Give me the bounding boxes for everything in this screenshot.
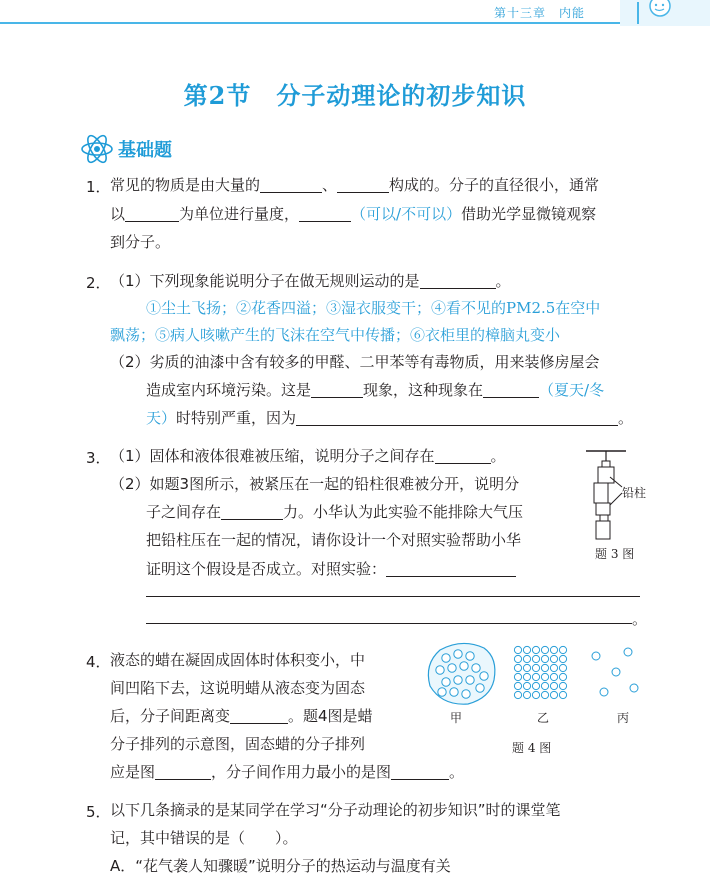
solid-molecule — [523, 664, 530, 671]
solid-molecule — [523, 655, 530, 662]
solid-molecule — [550, 664, 557, 671]
q3-part2-line1: （2）如题3图所示，被紧压在一起的铅柱很难被分开，说明分 — [110, 475, 520, 493]
header-rule — [0, 22, 620, 24]
q4-line4: 分子排列的示意图，固态蜡的分子排列 — [110, 735, 366, 753]
q2-blank-4[interactable] — [296, 410, 618, 426]
liquid-molecule — [472, 664, 480, 672]
q3-answer-line-1[interactable] — [146, 596, 640, 597]
q4-blank-3[interactable] — [391, 764, 449, 780]
solid-molecule — [550, 682, 557, 689]
solid-molecule — [559, 655, 566, 662]
liquid-molecule — [476, 684, 484, 692]
liquid-molecule — [454, 650, 462, 658]
solid-molecule — [550, 646, 557, 653]
chapter-header: 第十三章 内能 — [494, 6, 586, 20]
solid-molecule — [532, 691, 539, 698]
solid-molecule — [523, 682, 530, 689]
solid-molecule — [559, 673, 566, 680]
gas-molecule — [600, 688, 608, 696]
q5-line2: 记，其中错误的是（ ）。 — [110, 829, 298, 847]
q3-part1: （1）固体和液体很难被压缩，说明分子之间存在 。 — [110, 447, 506, 465]
q3-blank-2[interactable] — [221, 504, 283, 520]
solid-molecule — [514, 646, 521, 653]
solid-molecule — [541, 664, 548, 671]
solid-molecule — [559, 646, 566, 653]
q2-blank-3[interactable] — [483, 382, 539, 398]
liquid-molecule — [454, 676, 462, 684]
q3-blank-3[interactable] — [386, 561, 516, 577]
header-mascot-icon — [620, 0, 710, 26]
solid-molecule — [514, 682, 521, 689]
gas-molecule — [630, 684, 638, 692]
solid-molecule — [550, 673, 557, 680]
q4-line3: 后，分子间距离变 。题4图是蜡 — [110, 707, 373, 725]
q1-blank-2[interactable] — [337, 177, 389, 193]
solid-molecule — [523, 646, 530, 653]
q4-blank-1[interactable] — [230, 708, 288, 724]
solid-molecule — [541, 682, 548, 689]
atom-icon — [80, 134, 114, 164]
solid-molecule — [532, 664, 539, 671]
q1-blank-1[interactable] — [260, 177, 322, 193]
fig4-caption: 题 4 图 — [512, 741, 552, 755]
solid-molecule — [559, 691, 566, 698]
q1-line2: 以 为单位进行量度， （可以/不可以）借助光学显微镜观察 — [110, 205, 597, 223]
q4-number: 4． — [86, 653, 111, 671]
fig4-label-a: 甲 — [450, 711, 463, 725]
fig3-caption: 题 3 图 — [595, 547, 635, 561]
solid-molecule — [541, 673, 548, 680]
q2-blank-2[interactable] — [311, 382, 363, 398]
solid-molecule — [514, 664, 521, 671]
q2-part2-line3: 天）时特别严重，因为 。 — [146, 409, 634, 427]
solid-molecule — [550, 691, 557, 698]
q1-number: 1． — [86, 178, 111, 196]
lead-cylinder-label: 铅柱 — [622, 486, 647, 500]
liquid-molecule — [466, 676, 474, 684]
solid-molecule — [541, 655, 548, 662]
solid-molecule — [514, 691, 521, 698]
gas-molecule — [624, 648, 632, 656]
liquid-molecule — [442, 654, 450, 662]
solid-molecule — [514, 673, 521, 680]
q1-blank-4[interactable] — [299, 206, 351, 222]
q3-number: 3． — [86, 449, 111, 467]
q2-part2-line1: （2）劣质的油漆中含有较多的甲醛、二甲苯等有毒物质，用来装修房屋会 — [110, 353, 600, 371]
q1-blank-3[interactable] — [125, 206, 179, 222]
q4-blank-2[interactable] — [155, 764, 211, 780]
section-label: 基础题 — [118, 140, 172, 161]
liquid-molecule — [442, 678, 450, 686]
liquid-molecule — [436, 666, 444, 674]
solid-molecule — [559, 664, 566, 671]
liquid-molecule — [438, 688, 446, 696]
solid-molecule — [559, 682, 566, 689]
q5-line1: 以下几条摘录的是某同学在学习“分子动理论的初步知识”时的课堂笔 — [110, 801, 561, 819]
solid-molecule — [532, 646, 539, 653]
q2-blank-1[interactable] — [420, 273, 496, 289]
q4-line2: 间凹陷下去，这说明蜡从液态变为固态 — [110, 679, 366, 697]
solid-molecule — [532, 655, 539, 662]
fig4-label-b: 乙 — [537, 711, 550, 725]
solid-molecule — [523, 691, 530, 698]
solid-molecule — [532, 673, 539, 680]
q2-options-line1: ①尘土飞扬；②花香四溢；③湿衣服变干；④看不见的PM2.5在空中 — [146, 299, 601, 317]
liquid-molecule — [462, 690, 470, 698]
liquid-molecule — [466, 652, 474, 660]
fig4-label-c: 丙 — [617, 711, 630, 725]
liquid-molecule — [448, 664, 456, 672]
solid-molecule — [523, 673, 530, 680]
solid-molecule — [532, 682, 539, 689]
q3-part2-line4: 证明这个假设是否成立。对照实验： — [146, 555, 516, 583]
q3-part2-line2: 子之间存在 力。小华认为此实验不能排除大气压 — [146, 503, 524, 521]
solid-molecule — [514, 655, 521, 662]
q2-number: 2． — [86, 274, 111, 292]
q1-line1: 常见的物质是由大量的 、 构成的。分子的直径很小，通常 — [110, 176, 600, 194]
liquid-molecule — [460, 662, 468, 670]
q4-line5: 应是图 ，分子间作用力最小的是图 。 — [110, 763, 465, 781]
solid-molecule — [541, 691, 548, 698]
q3-blank-1[interactable] — [435, 448, 491, 464]
q2-part1: （1）下列现象能说明分子在做无规则运动的是 。 — [110, 272, 511, 290]
q4-line1: 液态的蜡在凝固成固体时体积变小，中 — [110, 651, 366, 669]
q5-option-a: A．“花气袭人知骤暖”说明分子的热运动与温度有关 — [110, 857, 451, 875]
liquid-molecule — [450, 688, 458, 696]
section-title: 第2节 分子动理论的初步知识 — [183, 81, 527, 110]
wax-molecule-figure — [420, 636, 650, 716]
q5-number: 5． — [86, 803, 111, 821]
q1-line3: 到分子。 — [110, 233, 171, 251]
solid-molecule — [550, 655, 557, 662]
q2-options-line2: 飘荡；⑤病人咳嗽产生的飞沫在空气中传播；⑥衣柜里的樟脑丸变小 — [110, 326, 561, 344]
q3-part2-line3: 把铅柱压在一起的情况，请你设计一个对照实验帮助小华 — [146, 531, 522, 549]
solid-molecule — [541, 646, 548, 653]
gas-molecule — [592, 652, 600, 660]
gas-molecule — [612, 668, 620, 676]
q3-answer-line-2[interactable] — [146, 623, 632, 624]
q3-end-mark: 。 — [632, 610, 648, 628]
liquid-molecule — [480, 672, 488, 680]
q2-part2-line2: 造成室内环境污染。这是 现象，这种现象在 （夏天/冬 — [146, 381, 605, 399]
